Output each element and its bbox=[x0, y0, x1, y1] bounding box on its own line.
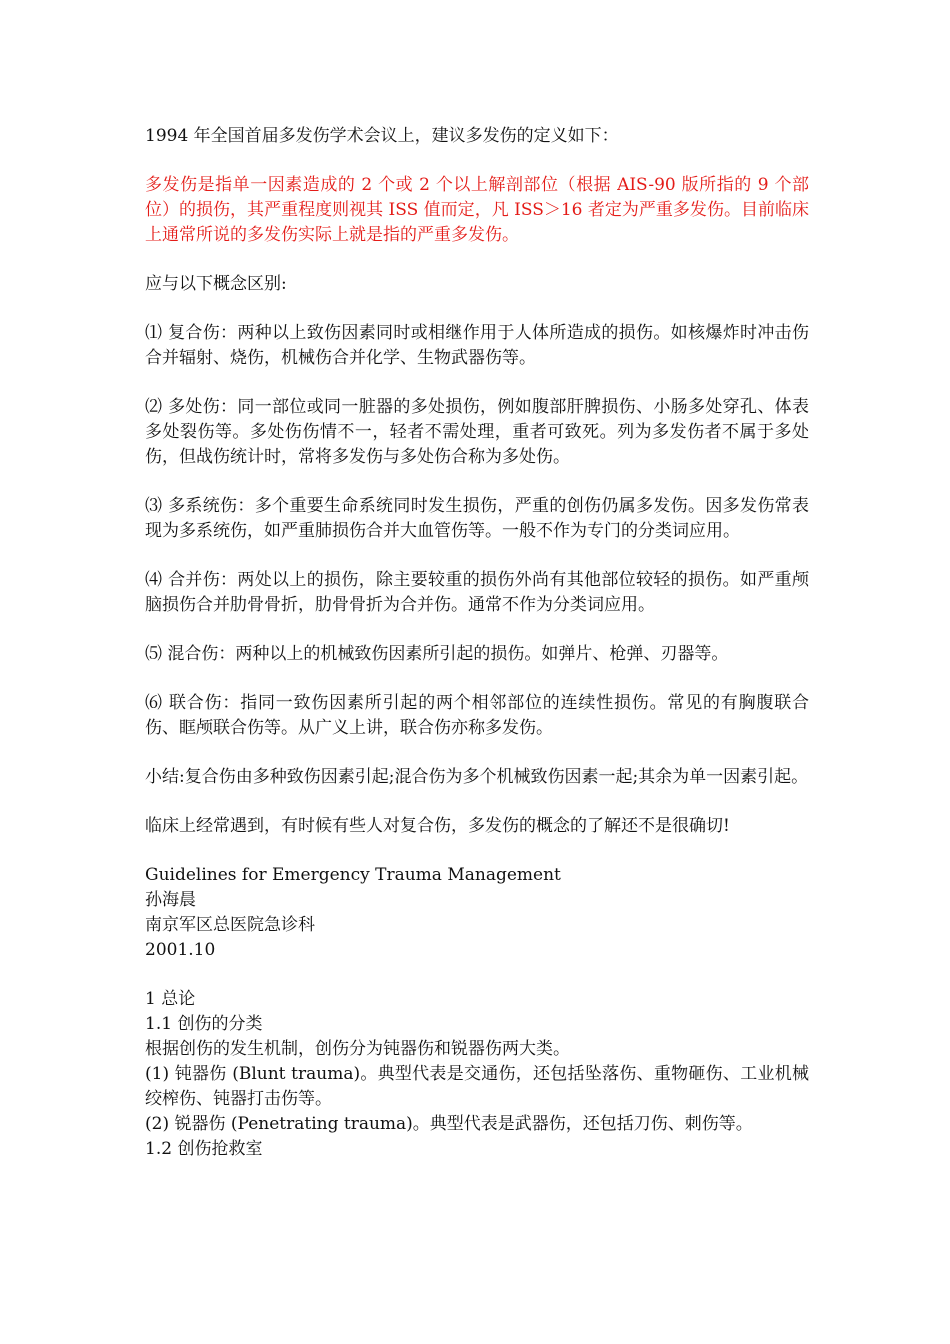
article-affiliation: 南京军区总医院急诊科 bbox=[145, 915, 315, 935]
article-header bbox=[145, 863, 809, 963]
subsection-heading-classification: 1.1 创伤的分类 bbox=[145, 1014, 263, 1034]
distinguish-heading: 应与以下概念区别: bbox=[145, 274, 287, 294]
concept-multi-system-injury: ⑶ 多系统伤：多个重要生命系统同时发生损伤，严重的创伤仍属多发伤。因多发伤常表现为多系统伤，如严重肺损伤合并大血管伤等。一般不作为专门的分类词应用。 bbox=[145, 496, 809, 541]
article-date: 2001.10 bbox=[145, 940, 216, 960]
definition-paragraph: 多发伤是指单一因素造成的 2 个或 2 个以上解剖部位（根据 AIS-90 版所指的 9 个部位）的损伤，其严重程度则视其 ISS 值而定，凡 ISS＞16 者定为严重多发伤。目前临床上通常所说的多发伤实际上就是指的严重多发伤。 bbox=[145, 175, 809, 245]
concept-combined-injury: ⑷ 合并伤：两处以上的损伤，除主要较重的损伤外尚有其他部位较轻的损伤。如严重颅脑损伤合并肋骨骨折，肋骨骨折为合并伤。通常不作为分类词应用。 bbox=[145, 570, 809, 615]
concept-mixed-injury: ⑸ 混合伤：两种以上的机械致伤因素所引起的损伤。如弹片、枪弹、刃器等。 bbox=[145, 644, 729, 664]
remark-paragraph: 临床上经常遇到，有时候有些人对复合伤，多发伤的概念的了解还不是很确切! bbox=[145, 816, 730, 836]
article-author: 孙海晨 bbox=[145, 890, 196, 910]
document-page bbox=[145, 124, 809, 1186]
concept-multiple-site-injury: ⑵ 多处伤：同一部位或同一脏器的多处损伤，例如腹部肝脾损伤、小肠多处穿孔、体表多处裂伤等。多处伤伤情不一，轻者不需处理，重者可致死。列为多发伤者不属于多处伤，但战伤统计时，常将多发伤与多处伤合称为多处伤。 bbox=[145, 397, 809, 467]
section-heading: 1 总论 bbox=[145, 989, 196, 1009]
concept-compound-injury: ⑴ 复合伤：两种以上致伤因素同时或相继作用于人体所造成的损伤。如核爆炸时冲击伤合并辐射、烧伤，机械伤合并化学、生物武器伤等。 bbox=[145, 323, 809, 368]
classification-text: 根据创伤的发生机制，创伤分为钝器伤和锐器伤两大类。 bbox=[145, 1039, 570, 1059]
section-overview bbox=[145, 987, 809, 1162]
intro-paragraph: 1994 年全国首届多发伤学术会议上，建议多发伤的定义如下： bbox=[145, 126, 619, 146]
classification-item-blunt: (1) 钝器伤 (Blunt trauma)。典型代表是交通伤，还包括坠落伤、重物砸伤、工业机械绞榨伤、钝器打击伤等。 bbox=[145, 1064, 809, 1109]
summary-paragraph: 小结:复合伤由多种致伤因素引起;混合伤为多个机械致伤因素一起;其余为单一因素引起。 bbox=[145, 767, 809, 787]
subsection-heading-trauma-room: 1.2 创伤抢救室 bbox=[145, 1139, 263, 1159]
classification-item-penetrating: (2) 锐器伤 (Penetrating trauma)。典型代表是武器伤，还包括刀伤、刺伤等。 bbox=[145, 1114, 753, 1134]
concept-joint-injury: ⑹ 联合伤：指同一致伤因素所引起的两个相邻部位的连续性损伤。常见的有胸腹联合伤、眶颅联合伤等。从广义上讲，联合伤亦称多发伤。 bbox=[145, 693, 809, 738]
article-title: Guidelines for Emergency Trauma Management bbox=[145, 865, 561, 885]
